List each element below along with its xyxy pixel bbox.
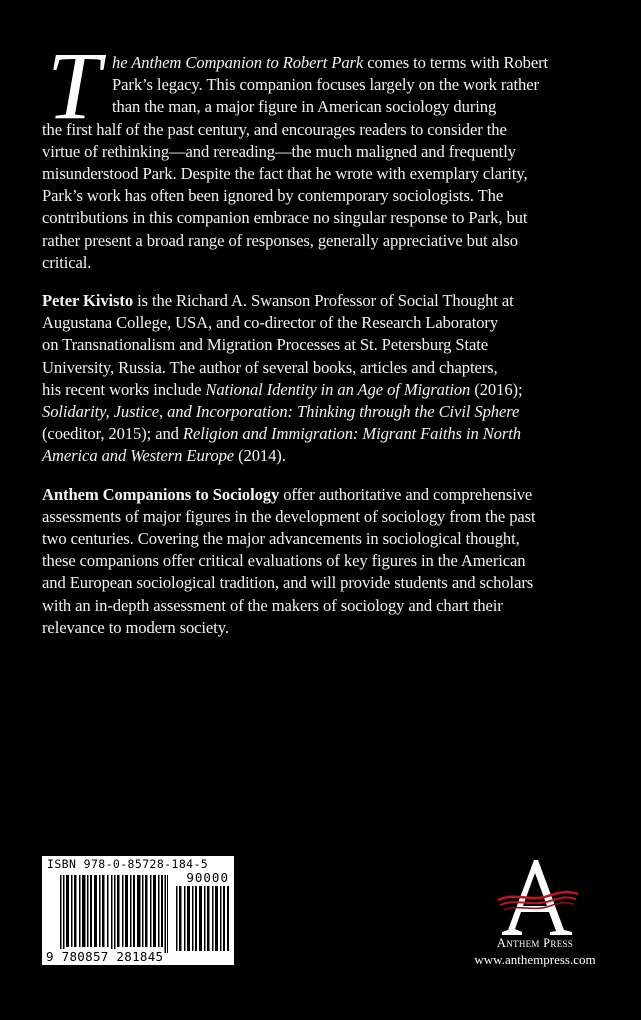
isbn-barcode bbox=[42, 856, 234, 965]
drop-cap: T bbox=[47, 32, 101, 139]
book-description: T he Anthem Companion to Robert Park comes to terms with Robert Park’s legacy. This companion focuses largely on the work rather than the man, a major figure in American sociology during the first half of the past century, and encourages readers to consider the virtue of rethinking—and rereading—the much maligned and frequently misunderstood Park. Despite the fact that he wrote with exemplary clarity, Park’s work has often been ignored by contemporary sociologists. The contributions in this companion embrace no singular response to Park, but rather present a broad range of responses, generally appreciative but also critical. bbox=[42, 32, 549, 272]
series-description: Anthem Companions to Sociology offer authoritative and comprehensive assessments of major figures in the development of sociology from the past two centuries. Covering the major advancements in sociological thought, these companions offer critical evaluations of key figures in the American and European sociological tradition, and will provide students and scholars with an in-depth assessment of the makers of sociology and chart their relevance to modern society. bbox=[42, 484, 536, 637]
addon-barcode-bars bbox=[176, 886, 229, 951]
back-cover-blurb bbox=[42, 32, 602, 655]
ean-barcode-bars bbox=[60, 875, 168, 953]
ean-digits: 9 780857 281845 bbox=[46, 949, 164, 964]
series-name: Anthem Companions to Sociology bbox=[42, 484, 280, 504]
book-title: he Anthem Companion to Robert Park bbox=[112, 53, 364, 72]
author-bio: Peter Kivisto is the Richard A. Swanson Professor of Social Thought at Augustana College, USA, and co-director of the Research Laboratory on Transnationalism and Migration Processes at St. Petersburg State University, Russia. The author of several books, articles and chapters, his recent works include National Identity in an Age of Migration (2016); Solidarity, Justice, and Incorporation: Thinking through the Civil Sphere (coeditor, 2015); and Religion and Immigration: Migrant Faiths in North America and Western Europe (2014). bbox=[42, 291, 523, 466]
anthem-press-logo-icon bbox=[490, 858, 580, 938]
author-name: Peter Kivisto bbox=[42, 291, 134, 311]
isbn-label: ISBN 978-0-85728-184-5 bbox=[47, 857, 209, 871]
publisher-name: Anthem Press bbox=[496, 936, 574, 950]
publisher-url[interactable]: www.anthempress.com bbox=[474, 952, 596, 967]
price-addon-number: 90000 bbox=[186, 870, 229, 885]
publisher-block bbox=[440, 858, 630, 968]
